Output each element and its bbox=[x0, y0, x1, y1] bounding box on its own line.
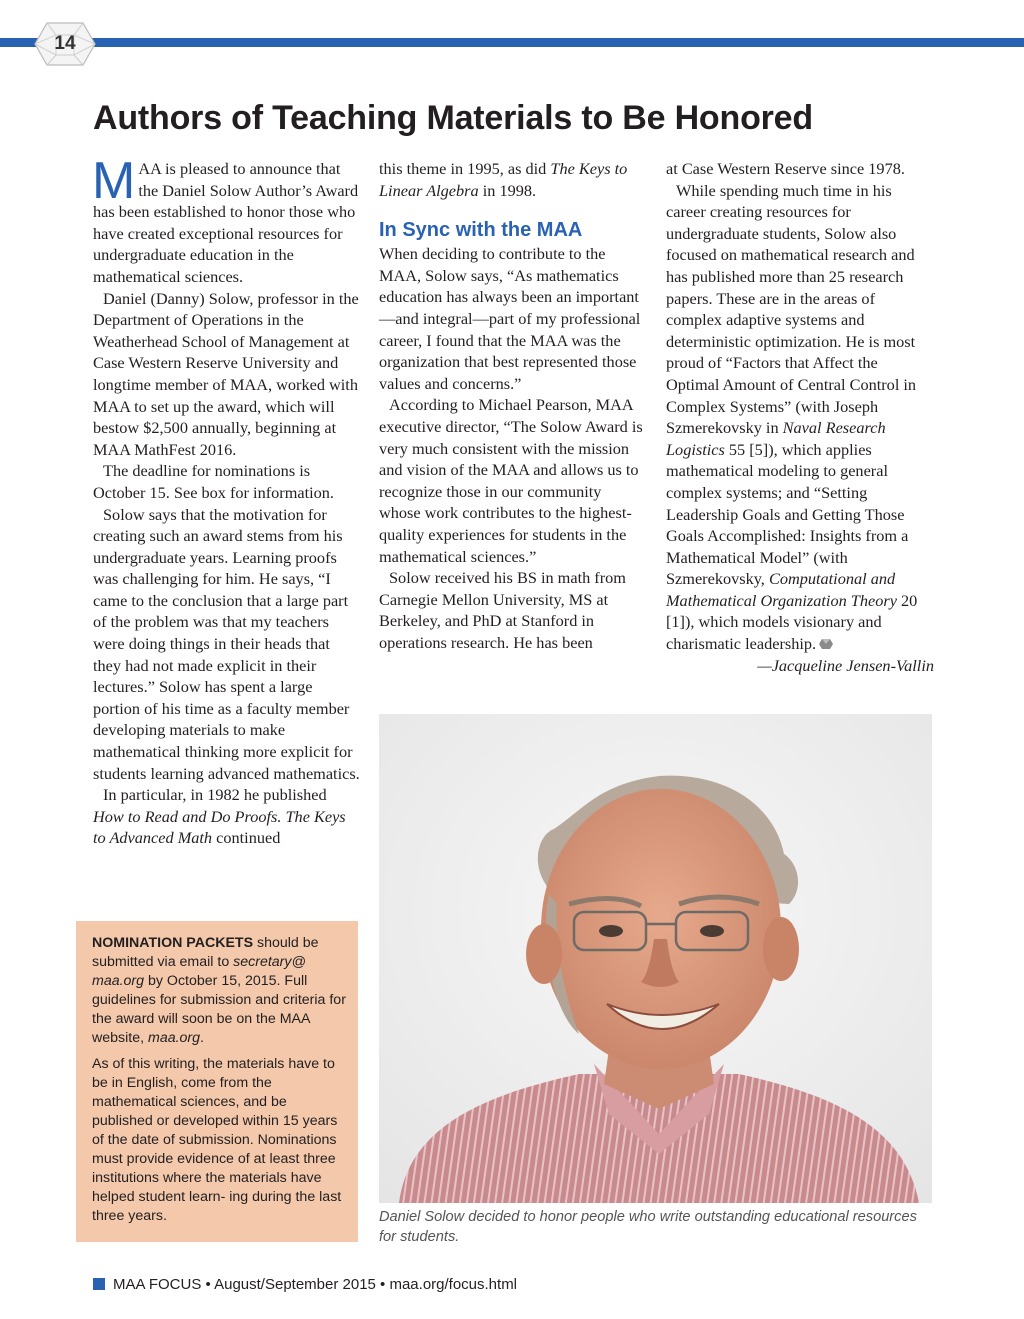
drop-cap: M bbox=[92, 152, 136, 210]
author-signature: —Jacqueline Jensen-Vallin bbox=[757, 655, 934, 675]
sidebar-t1: should be submitted via email to bbox=[92, 935, 319, 971]
page-badge bbox=[34, 21, 96, 67]
journal-computational: Computational and Mathematical Organization Theory bbox=[666, 569, 897, 610]
book-title-proofs: How to Read and Do Proofs. The Keys to Advanced Math bbox=[93, 806, 346, 848]
footer-square bbox=[93, 1278, 105, 1290]
page-footer bbox=[93, 1276, 517, 1293]
col1-paragraph-1 bbox=[92, 152, 361, 288]
col3-paragraph-2 bbox=[666, 180, 934, 655]
col3-p2-a: While spending much time in his career creating resources for undergraduate students, Solow also focused on mathematical research and has published more than 25 research papers. These are in the areas of complex adaptive systems and deterministic optimization. He is most proud of “Factors that Affect the Optimal Amount of Central Control in Complex Systems” (with Joseph Szmerekovsky in bbox=[666, 180, 917, 438]
sidebar-paragraph-2: As of this writing, the materials have to be in English, come from the mathematical sciences, and be published or developed within 15 years of the date of submission. Nominations must provide evidence of at least three institutions where the materials have helped student learn- ing during the last three years. bbox=[92, 1055, 342, 1225]
col3-p2-b: 55 [5]), which applies mathematical modeling to general complex systems; and “Setting Leadership Goals and Getting Those Goals Accomplished: Insights from a Mathematical Model” (with Szmerekovsky, bbox=[666, 439, 909, 589]
col2-p1-post: in 1998. bbox=[478, 180, 537, 200]
col1-p5-pre: In particular, in 1982 he published bbox=[103, 785, 327, 805]
col1-paragraph-2: Daniel (Danny) Solow, professor in the Department of Operations in the Weatherhead School of Management at Case Western Reserve University and longtime member of MAA, worked with MAA to set up the award, which will bestow $2,500 annually, beginning at MAA MathFest 2016. bbox=[93, 288, 359, 459]
footer-text: MAA FOCUS • August/September 2015 • maa.org/focus.html bbox=[113, 1276, 518, 1293]
article-title: Authors of Teaching Materials to Be Honored bbox=[93, 99, 813, 137]
portrait-illustration bbox=[379, 714, 932, 1203]
portrait-photo bbox=[379, 714, 932, 1203]
column-2 bbox=[379, 158, 645, 653]
book-title-linear-algebra: The Keys to Linear Algebra bbox=[379, 159, 628, 200]
col1-p1-text: AA is pleased to announce that the Daniel Solow Author’s Award has been established to honor those who have created exceptional resources for undergraduate education in the mathematical sciences. bbox=[93, 159, 359, 286]
col2-p1-pre: this theme in 1995, as did bbox=[379, 159, 551, 178]
photo-caption: Daniel Solow decided to honor people who write outstanding educational resources for students. bbox=[379, 1209, 917, 1245]
col1-paragraph-5 bbox=[93, 784, 361, 849]
col1-p5-post: continued bbox=[212, 828, 281, 848]
sidebar-t2: by October 15, 2015. Full guidelines for submission and criteria for the award will soon be on the MAA website, bbox=[92, 973, 346, 1047]
journal-naval: Naval Research Logistics bbox=[666, 418, 886, 459]
nomination-sidebar bbox=[76, 921, 358, 1242]
col1-paragraph-3: The deadline for nominations is October 15. See box for information. bbox=[93, 461, 334, 502]
col2-paragraph-4: Solow received his BS in math from Carnegie Mellon University, MS at Berkeley, and PhD at Stanford in operations research. He has been bbox=[379, 568, 626, 652]
col2-paragraph-3: According to Michael Pearson, MAA executive director, “The Solow Award is very much consistent with the mission and vision of the MAA and allows us to recognize those in our community whose work contributes to the highest-quality experiences for students in the mathematical sciences.” bbox=[379, 395, 643, 566]
column-3 bbox=[666, 158, 934, 676]
end-mark-icon bbox=[819, 638, 833, 650]
section-subhead: In Sync with the MAA bbox=[379, 219, 583, 242]
sidebar-site: maa.org bbox=[148, 1030, 201, 1047]
col2-paragraph-2: When deciding to contribute to the MAA, Solow says, “As mathematics education has always been an important—and integral—part of my professional career, I found that the MAA was the organization that best represented those values and concerns.” bbox=[379, 244, 641, 393]
col3-p2-c: 20 [1]), which models visionary and charismatic leadership. bbox=[666, 590, 918, 654]
page-number: 14 bbox=[54, 33, 76, 54]
sidebar-lead: NOMINATION PACKETS bbox=[92, 935, 254, 951]
column-1 bbox=[92, 152, 361, 849]
header-rule bbox=[0, 38, 1024, 47]
sidebar-paragraph-1 bbox=[92, 934, 346, 1049]
sidebar-email: secretary@ maa.org bbox=[92, 954, 306, 990]
sidebar-t3: . bbox=[200, 1030, 204, 1047]
col1-paragraph-4: Solow says that the motivation for creating such an award stems from his undergraduate years. Learning proofs was challenging for him. He says, “I came to the conclusion that a large part of the problem was that my teachers were doing things in their heads that they had not made explicit in their lectures.” Solow has spent a large portion of his time as a faculty member developing materials to make mathematical thinking more explicit for students learning advanced mathematics. bbox=[93, 504, 360, 783]
col2-paragraph-1 bbox=[379, 158, 645, 201]
col3-paragraph-1: at Case Western Reserve since 1978. bbox=[666, 159, 905, 178]
